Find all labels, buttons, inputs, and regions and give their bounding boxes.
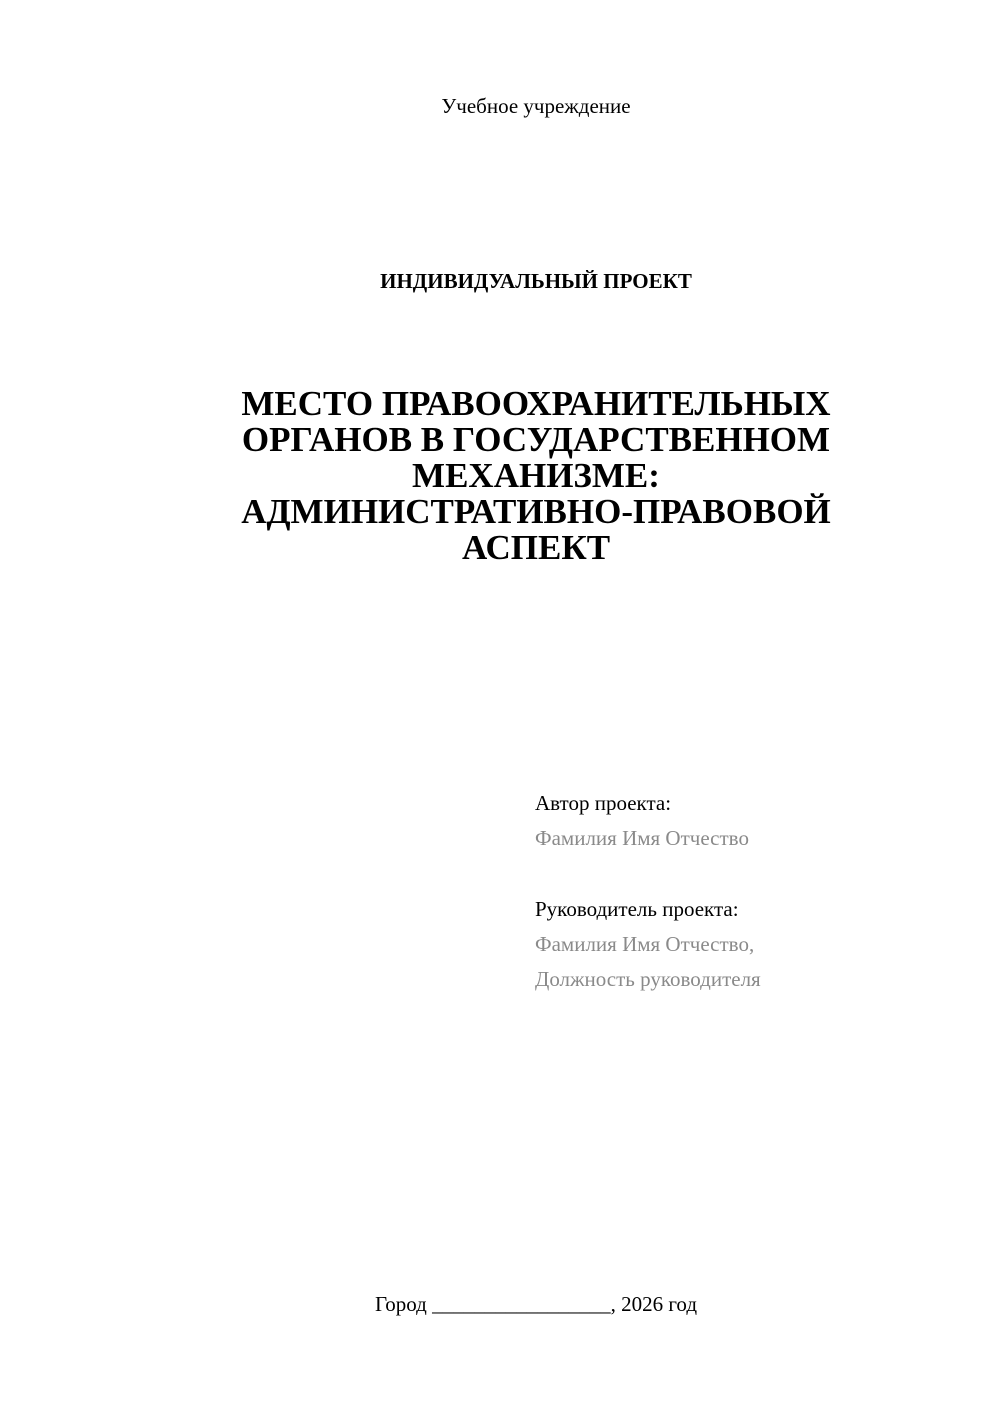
institution-name: Учебное учреждение: [441, 94, 631, 118]
document-title: [200, 386, 872, 566]
supervisor-name: Фамилия Имя Отчество,: [535, 932, 755, 956]
document-type: ИНДИВИДУАЛЬНЫЙ ПРОЕКТ: [380, 269, 692, 293]
supervisor-block: [535, 892, 975, 997]
supervisor-position: Должность руководителя: [535, 967, 761, 991]
author-name: Фамилия Имя Отчество: [535, 826, 749, 850]
title-line: МЕСТО ПРАВООХРАНИТЕЛЬНЫХ: [241, 384, 831, 423]
supervisor-label: Руководитель проекта:: [535, 897, 739, 921]
city-year-footer: Город _________________, 2026 год: [374, 1292, 698, 1316]
author-block: [535, 786, 975, 856]
title-line: МЕХАНИЗМЕ:: [412, 456, 660, 495]
title-line: ОРГАНОВ В ГОСУДАРСТВЕННОМ: [241, 420, 831, 459]
title-line: АДМИНИСТРАТИВНО-ПРАВОВОЙ: [241, 492, 831, 531]
author-label: Автор проекта:: [535, 791, 672, 815]
title-line: АСПЕКТ: [461, 528, 611, 567]
